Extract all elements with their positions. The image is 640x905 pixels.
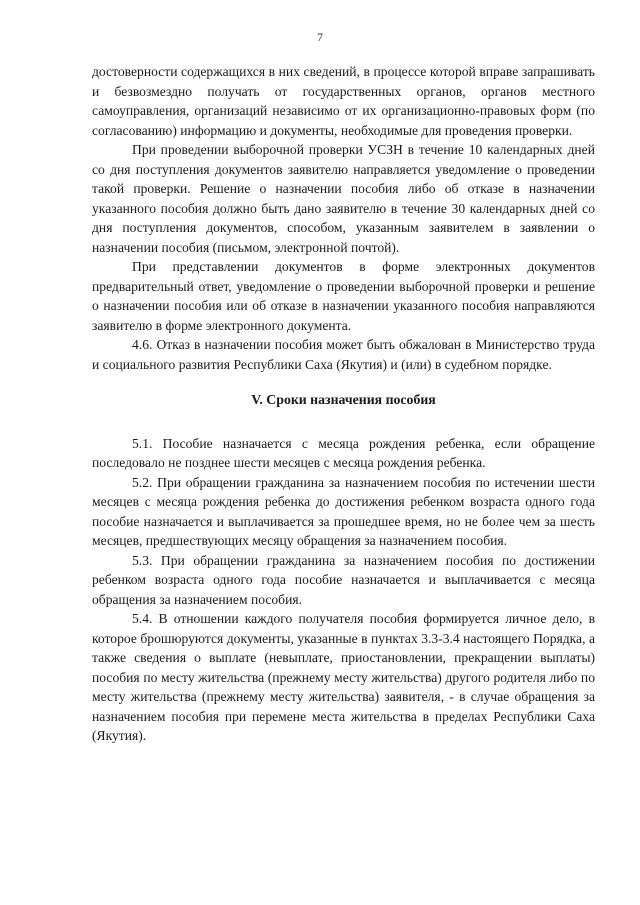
paragraph-5-3: 5.3. При обращении гражданина за назначением пособия по достижении ребенком возраста одного года пособие назначается и выплачивается с месяца обращения за назначением пособия.: [92, 552, 595, 607]
section-title: V. Сроки назначения пособия: [251, 392, 436, 407]
paragraph-electronic-documents: При представлении документов в форме электронных документов предварительный ответ, уведомление о проведении выборочной проверки и решение о назначении пособия или об отказе в назначении указанного пособия направляются заявителю в форме электронного документа.: [92, 259, 595, 333]
page-number: 7: [317, 30, 323, 44]
paragraph-selective-check: При проведении выборочной проверки УСЗН в течение 10 календарных дней со дня поступления документов заявителю направляется уведомление о проведении такой проверки. Решение о назначении пособия либо об отказе в назначении указанного пособия должно быть дано заявителю в течение 30 календарных дней со дня поступления документов, способом, указанным заявителем в заявлении о назначении пособия (письмом, электронной почтой).: [92, 142, 595, 255]
paragraph-continuation: достоверности содержащихся в них сведений, в процессе которой вправе запрашивать и безвозмездно получать от государственных органов, органов местного самоуправления, организаций независимо от их организационно-правовых форм (по согласованию) информацию и документы, необходимые для проведения проверки.: [92, 64, 595, 138]
document-body: [92, 62, 595, 746]
paragraph-4-6-appeal: 4.6. Отказ в назначении пособия может быть обжалован в Министерство труда и социального развития Республики Саха (Якутия) и (или) в судебном порядке.: [92, 337, 595, 372]
paragraph-5-2: 5.2. При обращении гражданина за назначением пособия по истечении шести месяцев с месяца рождения ребенка до достижения ребенком возраста одного года пособие назначается и выплачивается за прошедшее время, но не более чем за шесть месяцев, предшествующих месяцу обращения за назначением пособия.: [92, 474, 595, 548]
paragraph-5-1: 5.1. Пособие назначается с месяца рождения ребенка, если обращение последовало не позднее шести месяцев с месяца рождения ребенка.: [92, 435, 595, 470]
paragraph-5-4: 5.4. В отношении каждого получателя пособия формируется личное дело, в которое брошюруются документы, указанные в пунктах 3.3-3.4 настоящего Порядка, а также сведения о выплате (невыплате, приостановлении, прекращении выплаты) пособия по месту жительства (прежнему месту жительства) другого родителя либо по месту жительства (прежнему месту жительства) заявителя, - в случае обращения за назначением пособия при перемене места жительства в пределах Республики Саха (Якутия).: [92, 611, 595, 743]
